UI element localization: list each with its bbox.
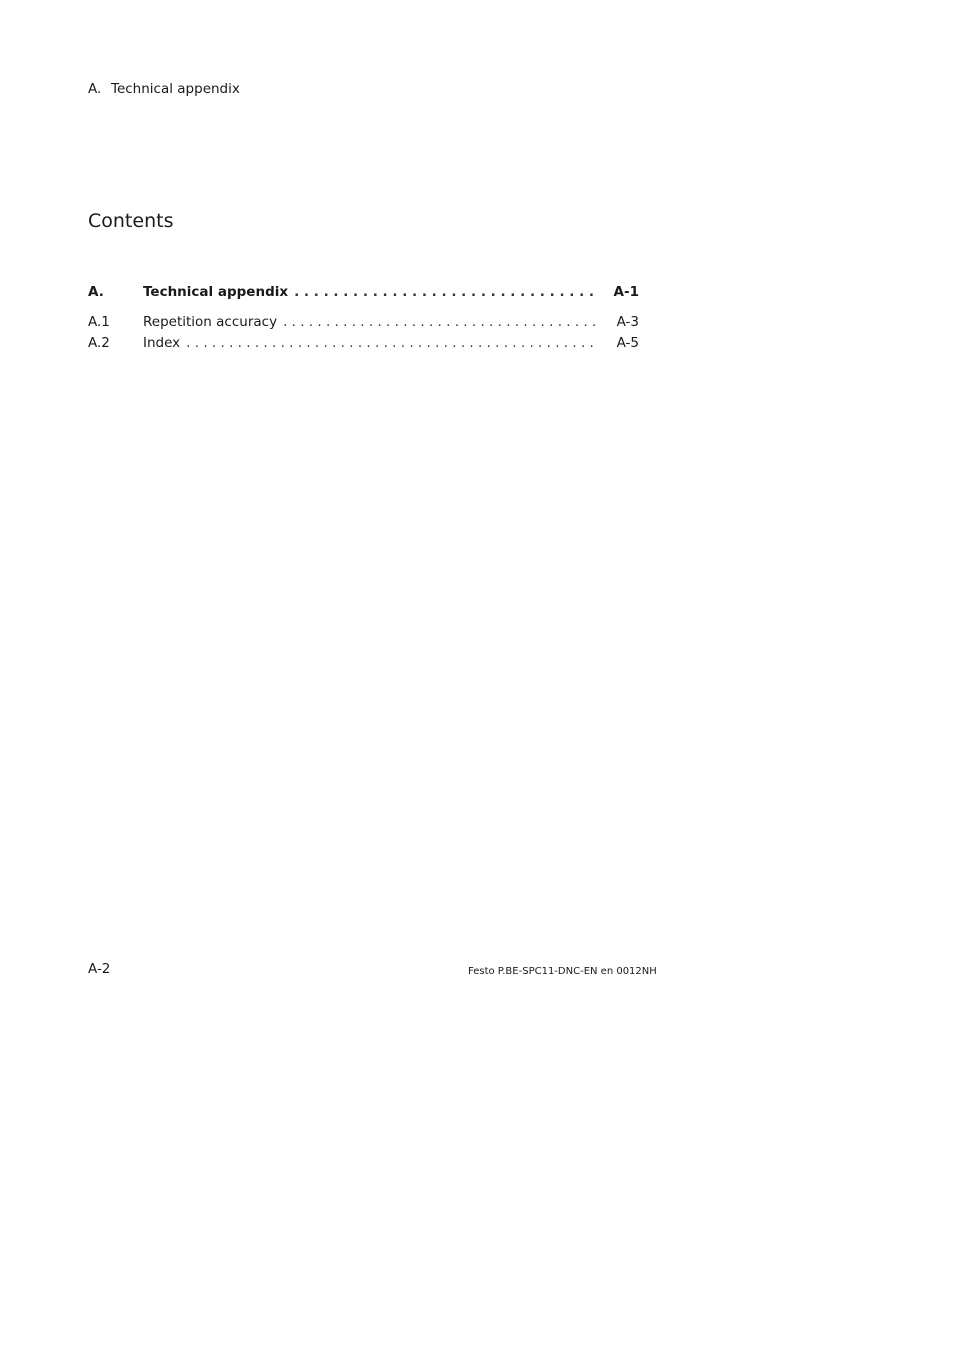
toc-entry-page: A-3 [616,314,639,330]
toc-dot-leader [294,284,597,300]
toc-dot-leader [283,314,597,330]
footer-document-id: Festo P.BE-SPC11-DNC-EN en 0012NH [468,966,657,977]
toc-entry-number: A. [88,284,104,300]
toc-entry-title: Technical appendix [143,284,289,300]
toc-entry-title: Index [143,335,181,351]
toc-entry-page: A-1 [613,284,639,300]
header-chapter-number: A. [88,81,102,97]
table-of-contents [88,284,639,356]
footer-page-number: A-2 [88,961,111,977]
toc-entry-title: Repetition accuracy [143,314,278,330]
toc-entry-repetition-accuracy[interactable] [88,314,639,335]
running-header [88,81,240,97]
contents-title: Contents [88,210,174,232]
toc-entry-chapter[interactable] [88,284,639,305]
toc-entry-page: A-5 [616,335,639,351]
toc-dot-leader [186,335,597,351]
header-chapter-title: Technical appendix [111,81,240,97]
toc-entry-number: A.2 [88,335,110,351]
toc-entry-index[interactable] [88,335,639,356]
toc-entry-number: A.1 [88,314,110,330]
